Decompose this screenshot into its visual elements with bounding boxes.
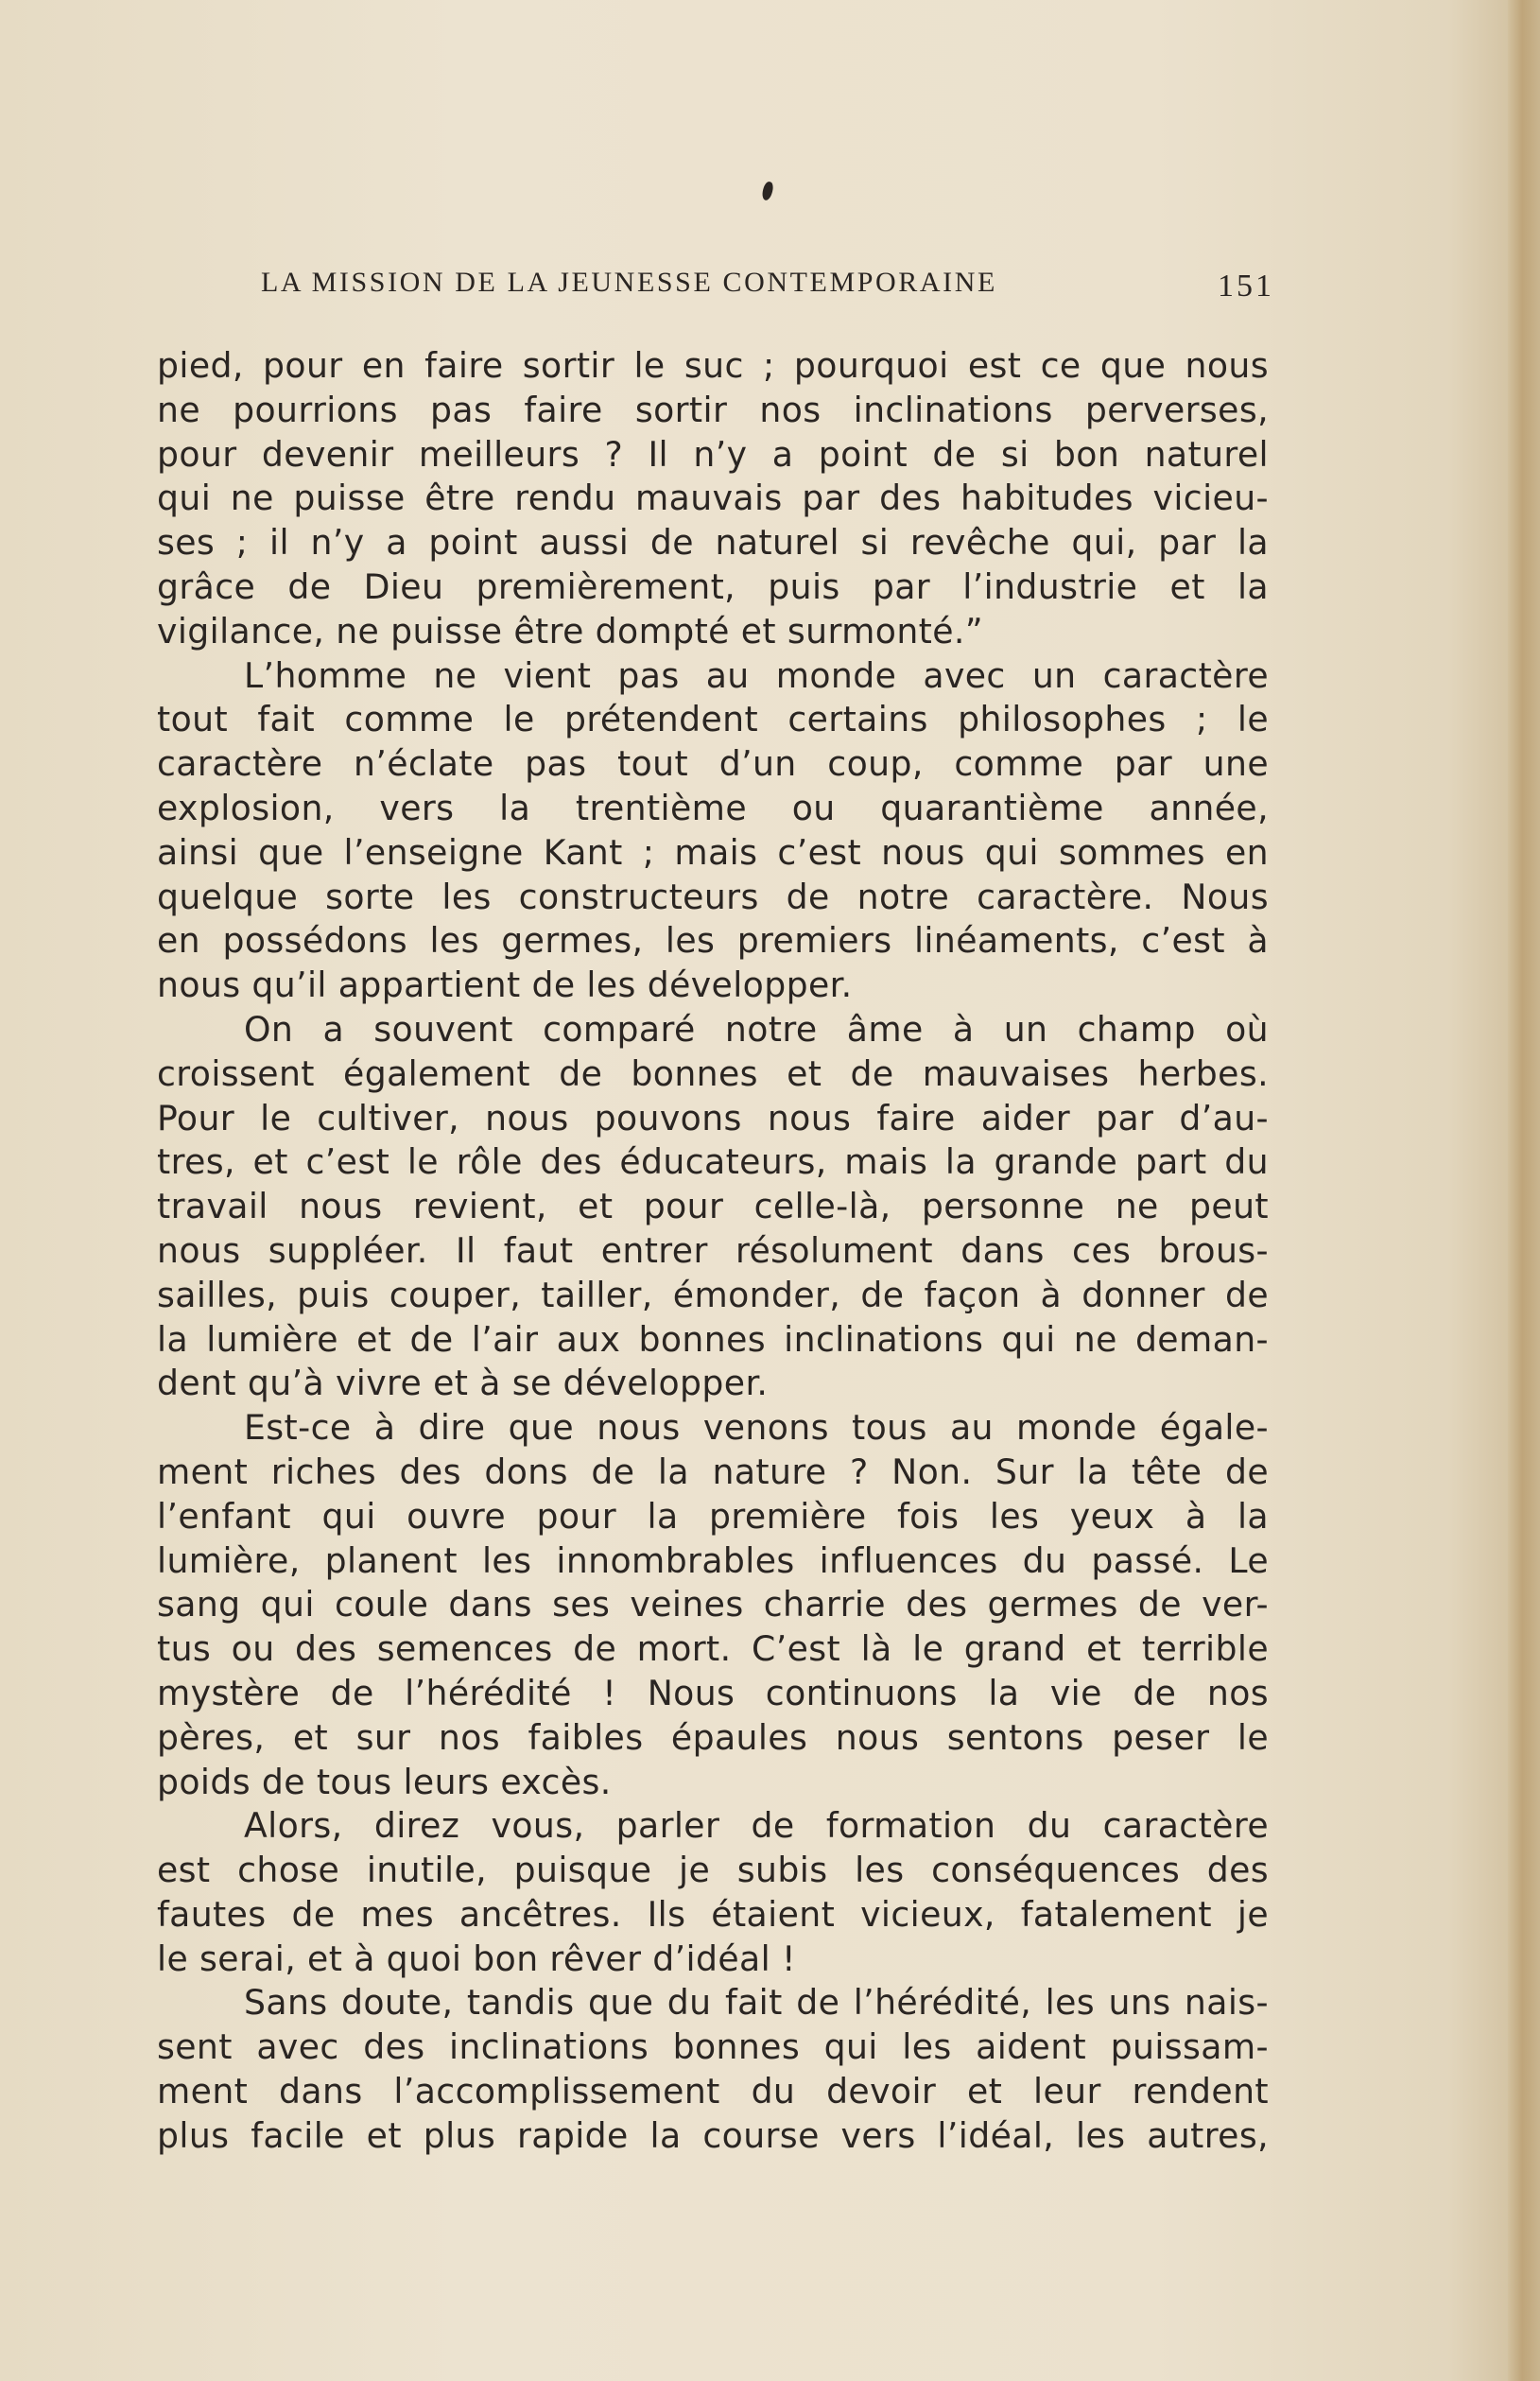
text-line: ses ; il n’y a point aussi de naturel si revêche qui, par la bbox=[157, 522, 1269, 564]
text-line: Alors, direz vous, parler de formation du caractère bbox=[244, 1805, 1269, 1847]
text-line: la lumière et de l’air aux bonnes inclinations qui ne deman- bbox=[157, 1318, 1269, 1360]
text-line: pour devenir meilleurs ? Il n’y a point de si bon naturel bbox=[157, 433, 1269, 475]
text-line: Sans doute, tandis que du fait de l’hérédité, les uns nais- bbox=[244, 1982, 1269, 2024]
page-edge bbox=[1508, 0, 1540, 2381]
text-line: qui ne puisse être rendu mauvais par des habitudes vicieu- bbox=[157, 478, 1269, 519]
text-line: mystère de l’hérédité ! Nous continuons la vie de nos bbox=[157, 1672, 1269, 1713]
text-line: vigilance, ne puisse être dompté et surmonté.” bbox=[157, 610, 983, 652]
text-line: croissent également de bonnes et de mauvaises herbes. bbox=[157, 1052, 1269, 1094]
text-line: sailles, puis couper, tailler, émonder, de façon à donner de bbox=[157, 1274, 1269, 1315]
text-line: caractère n’éclate pas tout d’un coup, comme par une bbox=[157, 743, 1269, 785]
page-number: 151 bbox=[1218, 269, 1274, 304]
text-line: tres, et c’est le rôle des éducateurs, mais la grande part du bbox=[157, 1141, 1269, 1183]
text-line: ment riches des dons de la nature ? Non. Sur la tête de bbox=[157, 1451, 1269, 1492]
text-line: l’enfant qui ouvre pour la première fois les yeux à la bbox=[157, 1495, 1269, 1537]
text-line: fautes de mes ancêtres. Ils étaient vicieux, fatalement je bbox=[157, 1893, 1269, 1935]
text-line: Pour le cultiver, nous pouvons nous faire aider par d’au- bbox=[157, 1097, 1269, 1138]
text-line: tout fait comme le prétendent certains philosophes ; le bbox=[157, 699, 1269, 740]
text-line: lumière, planent les innombrables influences du passé. Le bbox=[157, 1539, 1269, 1581]
text-line: explosion, vers la trentième ou quarantième année, bbox=[157, 787, 1269, 828]
text-line: ment dans l’accomplissement du devoir et leur rendent bbox=[157, 2071, 1269, 2112]
text-line: ainsi que l’enseigne Kant ; mais c’est nous qui sommes en bbox=[157, 831, 1269, 873]
text-line: sent avec des inclinations bonnes qui les aident puissam- bbox=[157, 2026, 1269, 2068]
text-line: en possédons les germes, les premiers linéaments, c’est à bbox=[157, 920, 1269, 962]
text-line: pied, pour en faire sortir le suc ; pourquoi est ce que nous bbox=[157, 345, 1269, 386]
text-line: Est-ce à dire que nous venons tous au monde égale- bbox=[244, 1407, 1269, 1449]
text-line: nous suppléer. Il faut entrer résolument dans ces brous- bbox=[157, 1229, 1269, 1271]
text-line: le serai, et à quoi bon rêver d’idéal ! bbox=[157, 1938, 796, 1979]
text-line: On a souvent comparé notre âme à un champ où bbox=[244, 1008, 1269, 1050]
running-title: LA MISSION DE LA JEUNESSE CONTEMPORAINE bbox=[261, 267, 997, 298]
body-text bbox=[157, 344, 1269, 2159]
text-line: pères, et sur nos faibles épaules nous sentons peser le bbox=[157, 1716, 1269, 1758]
running-head bbox=[261, 267, 1274, 314]
text-line: nous qu’il appartient de les développer. bbox=[157, 965, 853, 1006]
text-line: sang qui coule dans ses veines charrie des germes de ver- bbox=[157, 1584, 1269, 1625]
text-line: grâce de Dieu premièrement, puis par l’industrie et la bbox=[157, 565, 1269, 607]
text-line: travail nous revient, et pour celle-là, personne ne peut bbox=[157, 1186, 1269, 1227]
text-line: L’homme ne vient pas au monde avec un caractère bbox=[244, 654, 1269, 696]
text-line: est chose inutile, puisque je subis les conséquences des bbox=[157, 1850, 1269, 1891]
text-line: ne pourrions pas faire sortir nos inclinations perverses, bbox=[157, 389, 1269, 430]
text-line: poids de tous leurs excès. bbox=[157, 1761, 612, 1802]
text-line: quelque sorte les constructeurs de notre caractère. Nous bbox=[157, 876, 1269, 917]
text-line: dent qu’à vivre et à se développer. bbox=[157, 1363, 769, 1404]
text-line: tus ou des semences de mort. C’est là le grand et terrible bbox=[157, 1628, 1269, 1670]
text-line: plus facile et plus rapide la course vers l’idéal, les autres, bbox=[157, 2114, 1269, 2156]
ink-mark bbox=[761, 181, 775, 201]
